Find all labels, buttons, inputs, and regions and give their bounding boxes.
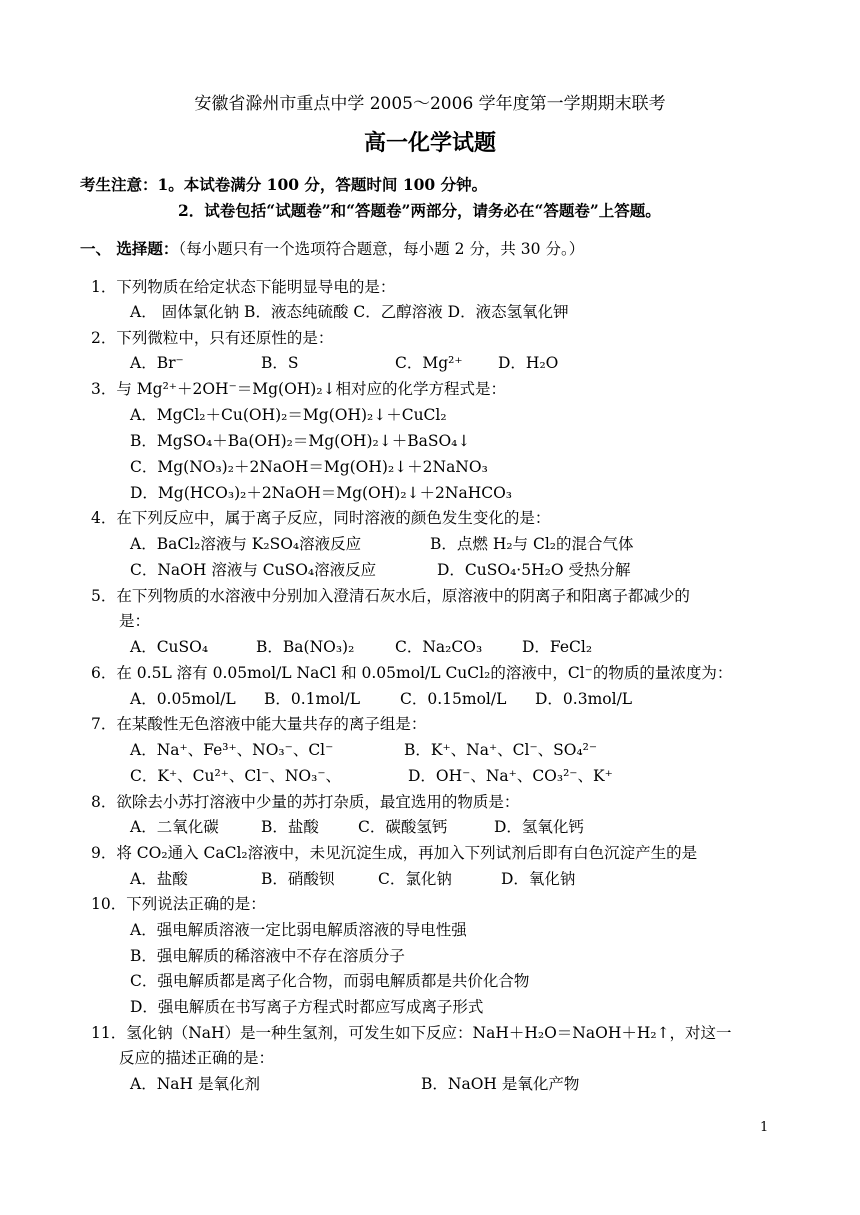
question-11-stem-continued: 反应的描述正确的是： xyxy=(119,1049,275,1067)
question-8-option-b: B．盐酸 xyxy=(261,818,319,836)
question-10-option-a: A．强电解质溶液一定比弱电解质溶液的导电性强 xyxy=(130,921,467,939)
exam-title: 高一化学试题 xyxy=(363,130,496,156)
question-2-option-c: C．Mg²⁺ xyxy=(395,354,463,372)
question-6-option-b: B．0.1mol/L xyxy=(264,690,361,708)
question-9-option-a: A．盐酸 xyxy=(130,870,188,888)
question-5-option-a: A．CuSO₄ xyxy=(130,638,209,656)
question-8-option-a: A．二氧化碳 xyxy=(130,818,219,836)
question-7-option-c: C．K⁺、Cu²⁺、Cl⁻、NO₃⁻、 xyxy=(130,767,342,785)
question-7-option-b: B．K⁺、Na⁺、Cl⁻、SO₄²⁻ xyxy=(404,741,598,759)
school-header: 安徽省滁州市重点中学 2005～2006 学年度第一学期期末联考 xyxy=(194,94,666,114)
section-title: 一、 选择题： xyxy=(80,239,179,258)
question-11-stem: 11．氢化钠（NaH）是一种生氢剂，可发生如下反应：NaH＋H₂O＝NaOH＋H₂↑，对这一 xyxy=(91,1024,732,1042)
question-5-option-c: C．Na₂CO₃ xyxy=(395,638,483,656)
notice-line-2: 2．试卷包括“试题卷”和“答题卷”两部分，请务必在“答题卷”上答题。 xyxy=(178,201,661,220)
question-7-option-a: A．Na⁺、Fe³⁺、NO₃⁻、Cl⁻ xyxy=(130,741,334,759)
question-10-option-d: D．强电解质在书写离子方程式时都应写成离子形式 xyxy=(130,998,484,1016)
question-8-option-c: C．碳酸氢钙 xyxy=(358,818,448,836)
question-10-option-c: C．强电解质都是离子化合物，而弱电解质都是共价化合物 xyxy=(130,972,530,990)
question-1-options: A． 固体氯化钠 B．液态纯硫酸 C．乙醇溶液 D．液态氢氧化钾 xyxy=(130,303,569,321)
question-2-option-b: B．S xyxy=(261,354,299,372)
question-7-option-d: D．OH⁻、Na⁺、CO₃²⁻、K⁺ xyxy=(408,767,613,785)
question-2-option-d: D．H₂O xyxy=(498,354,559,372)
question-9-stem: 9．将 CO₂通入 CaCl₂溶液中，未见沉淀生成，再加入下列试剂后即有白色沉淀产生的是 xyxy=(91,844,698,862)
question-3-option-b: B．MgSO₄＋Ba(OH)₂＝Mg(OH)₂↓＋BaSO₄↓ xyxy=(130,432,471,450)
question-11-option-a: A．NaH 是氧化剂 xyxy=(130,1075,260,1093)
question-3-option-c: C．Mg(NO₃)₂＋2NaOH＝Mg(OH)₂↓＋2NaNO₃ xyxy=(130,458,488,476)
question-6-option-d: D．0.3mol/L xyxy=(535,690,633,708)
question-11-option-b: B．NaOH 是氧化产物 xyxy=(421,1075,580,1093)
question-6-option-a: A．0.05mol/L xyxy=(130,690,236,708)
question-4-option-b: B．点燃 H₂与 Cl₂的混合气体 xyxy=(430,535,634,553)
section-note: （每小题只有一个选项符合题意，每小题 2 分，共 30 分。） xyxy=(178,240,585,258)
question-5-stem: 5．在下列物质的水溶液中分别加入澄清石灰水后，原溶液中的阴离子和阳离子都减少的 xyxy=(91,587,690,605)
question-3-stem: 3．与 Mg²⁺＋2OH⁻＝Mg(OH)₂↓相对应的化学方程式是： xyxy=(91,380,507,398)
question-3-option-a: A．MgCl₂＋Cu(OH)₂＝Mg(OH)₂↓＋CuCl₂ xyxy=(130,406,447,424)
question-2-option-a: A．Br⁻ xyxy=(130,354,184,372)
question-5-stem-continued: 是： xyxy=(119,612,151,630)
question-9-option-b: B．硝酸钡 xyxy=(261,870,335,888)
question-1-stem: 1．下列物质在给定状态下能明显导电的是： xyxy=(91,278,396,296)
question-4-option-c: C．NaOH 溶液与 CuSO₄溶液反应 xyxy=(130,561,377,579)
question-7-stem: 7．在某酸性无色溶液中能大量共存的离子组是： xyxy=(91,715,427,733)
question-8-stem: 8．欲除去小苏打溶液中少量的苏打杂质，最宜选用的物质是： xyxy=(91,793,520,811)
notice-line-1: 考生注意：1。本试卷满分 100 分，答题时间 100 分钟。 xyxy=(80,175,488,194)
section-heading xyxy=(80,239,584,259)
question-6-option-c: C．0.15mol/L xyxy=(400,690,507,708)
question-8-option-d: D．氢氧化钙 xyxy=(494,818,584,836)
question-5-option-b: B．Ba(NO₃)₂ xyxy=(256,638,355,656)
page-number: 1 xyxy=(760,1120,769,1135)
question-4-option-d: D．CuSO₄·5H₂O 受热分解 xyxy=(437,561,631,579)
question-9-option-d: D．氧化钠 xyxy=(501,870,576,888)
question-4-option-a: A．BaCl₂溶液与 K₂SO₄溶液反应 xyxy=(130,535,362,553)
question-10-stem: 10．下列说法正确的是： xyxy=(91,895,266,913)
question-6-stem: 6．在 0.5L 溶有 0.05mol/L NaCl 和 0.05mol/L CuCl₂的溶液中，Cl⁻的物质的量浓度为： xyxy=(91,664,733,682)
question-3-option-d: D．Mg(HCO₃)₂＋2NaOH＝Mg(OH)₂↓＋2NaHCO₃ xyxy=(130,484,512,502)
question-2-stem: 2．下列微粒中，只有还原性的是： xyxy=(91,329,334,347)
question-4-stem: 4．在下列反应中，属于离子反应，同时溶液的颜色发生变化的是： xyxy=(91,509,551,527)
question-5-option-d: D．FeCl₂ xyxy=(522,638,593,656)
question-9-option-c: C．氯化钠 xyxy=(378,870,452,888)
question-10-option-b: B．强电解质的稀溶液中不存在溶质分子 xyxy=(130,947,405,965)
